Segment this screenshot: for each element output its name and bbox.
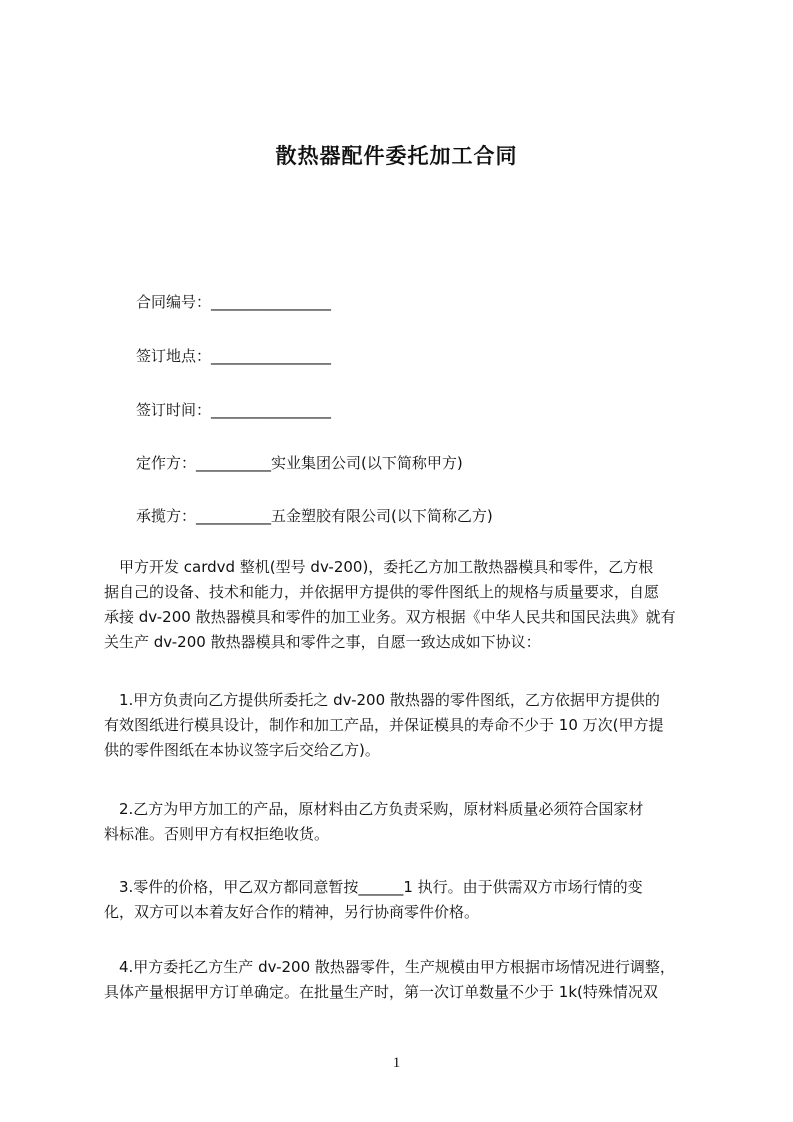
paragraph-line: 有效图纸进行模具设计，制作和加工产品，并保证模具的寿命不少于 10 万次(甲方提 — [104, 716, 664, 734]
paragraph-clause-1 — [104, 688, 700, 763]
paragraph-clause-4 — [104, 955, 700, 1005]
paragraph-line: 供的零件图纸在本协议签字后交给乙方)。 — [104, 741, 380, 759]
field-label: 承揽方： — [136, 507, 197, 525]
page-number: 1 — [392, 1055, 401, 1071]
paragraph-line: 料标准。否则甲方有权拒绝收货。 — [104, 825, 330, 843]
paragraph-line: 2.乙方为甲方加工的产品，原材料由乙方负责采购，原材料质量必须符合国家材 — [104, 800, 644, 818]
paragraph-clause-2 — [104, 797, 700, 847]
field-signing-place — [136, 345, 331, 366]
paragraph-line: 具体产量根据甲方订单确定。在批量生产时，第一次订单数量不少于 1k(特殊情况双 — [104, 983, 658, 1001]
paragraph-line: 据自己的设备、技术和能力，并依据甲方提供的零件图纸上的规格与质量要求，自愿 — [104, 583, 660, 601]
paragraph-line: 甲方开发 cardvd 整机(型号 dv-200)，委托乙方加工散热器模具和零件，乙方根 — [104, 558, 654, 576]
field-party-b — [136, 505, 493, 526]
field-blank: ________________ — [211, 347, 332, 365]
field-suffix: 五金塑胶有限公司(以下简称乙方) — [271, 507, 493, 525]
field-signing-time — [136, 399, 331, 420]
paragraph-intro — [104, 555, 700, 655]
paragraph-line: 4.甲方委托乙方生产 dv-200 散热器零件，生产规模由甲方根据市场情况进行调整， — [104, 958, 675, 976]
field-label: 签订地点： — [136, 347, 212, 365]
paragraph-line: 1.甲方负责向乙方提供所委托之 dv-200 散热器的零件图纸，乙方依据甲方提供的 — [104, 691, 660, 709]
paragraph-line: 关生产 dv-200 散热器模具和零件之事，自愿一致达成如下协议： — [104, 633, 541, 651]
field-party-a — [136, 452, 463, 473]
field-blank: ________________ — [211, 401, 332, 419]
field-blank: __________ — [196, 507, 272, 525]
field-label: 签订时间： — [136, 401, 212, 419]
field-label: 合同编号： — [136, 293, 212, 311]
paragraph-line: 3.零件的价格，甲乙双方都同意暂按______1 执行。由于供需双方市场行情的变 — [104, 878, 643, 896]
paragraph-line: 承接 dv-200 散热器模具和零件的加工业务。双方根据《中华人民共和国民法典》就有 — [104, 608, 676, 626]
field-label: 定作方： — [136, 454, 197, 472]
field-contract-number — [136, 291, 331, 312]
document-title: 散热器配件委托加工合同 — [275, 144, 518, 168]
field-suffix: 实业集团公司(以下简称甲方) — [271, 454, 463, 472]
paragraph-line: 化，双方可以本着友好合作的精神，另行协商零件价格。 — [104, 903, 480, 921]
field-blank: ________________ — [211, 293, 332, 311]
paragraph-clause-3 — [104, 875, 700, 925]
field-blank: __________ — [196, 454, 272, 472]
